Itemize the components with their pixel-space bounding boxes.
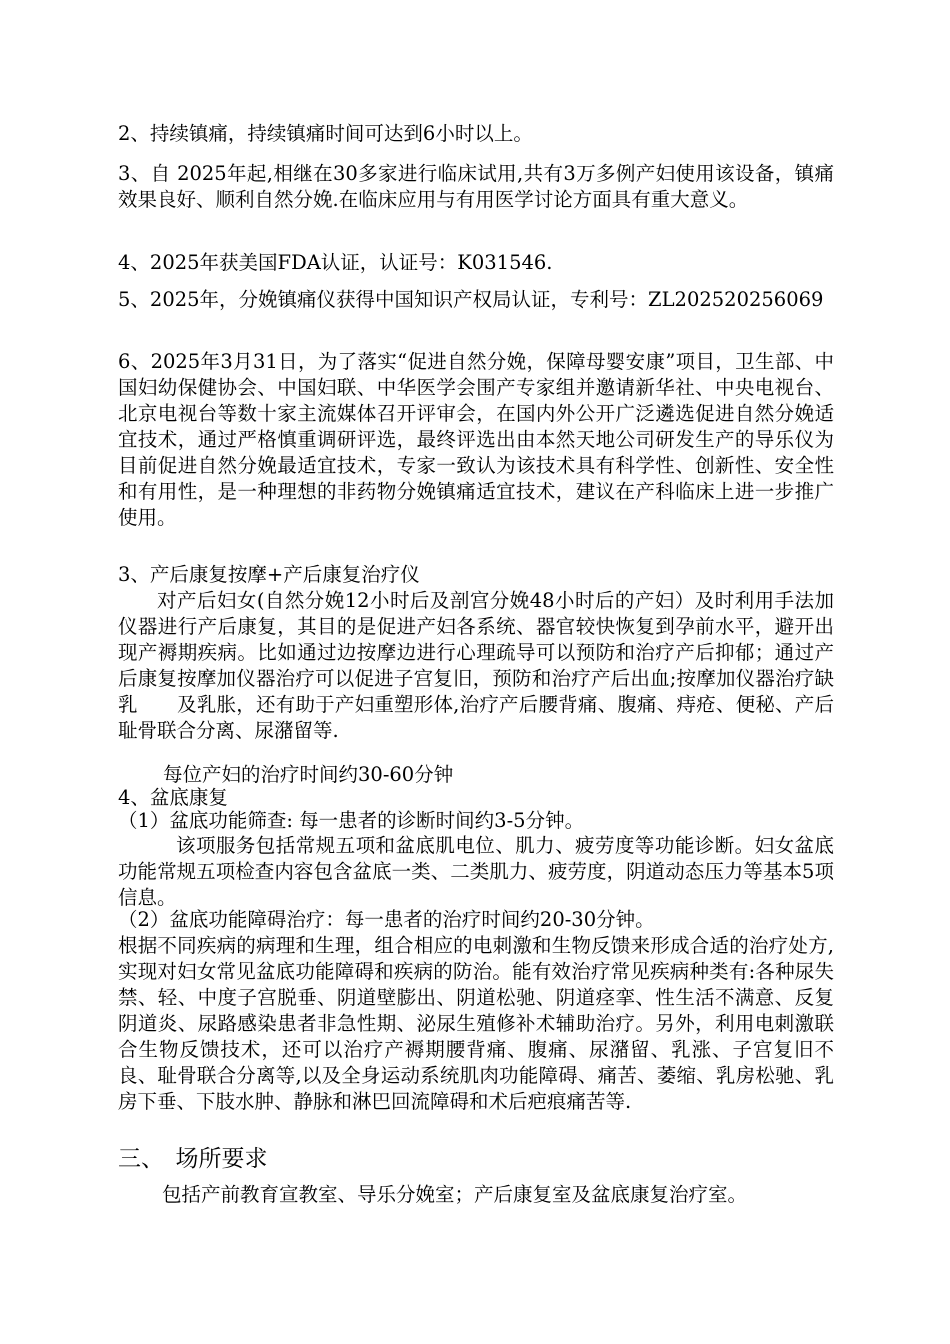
item-3-paragraph: 3、自 2025年起,相继在30多家进行临床试用,共有3万多例产妇使用该设备，镇痛效果良好、顺利自然分娩.在临床应用与有用医学讨论方面具有重大意义。 [118,162,834,211]
item-6-paragraph: 6、2025年3月31日，为了落实“促进自然分娩，保障母婴安康”项目，卫生部、中国妇幼保健协会、中国妇联、中华医学会围产专家组并邀请新华社、中央电视台、北京电视台等数十家主流媒体召开评审会，在国内外公开广泛遴选促进自然分娩适宜技术，通过严格慎重调研评选，最终评选出由本然天地公司研发生产的导乐仪为目前促进自然分娩最适宜技术，专家一致认为该技术具有科学性、创新性、安全性和有用性，是一种理想的非药物分娩镇痛适宜技术，建议在产科临床上进一步推广使用。 [118,350,834,529]
section-4-item-2: （2）盆底功能障碍治疗：每一患者的治疗时间约20-30分钟。 [118,908,655,931]
item-5-paragraph: 5、2025年，分娩镇痛仪获得中国知识产权局认证，专利号：ZL202520256069 [118,288,824,311]
chapter-3-title: 三、 场所要求 [118,1146,268,1172]
section-3-title: 3、产后康复按摩+产后康复治疗仪 [118,563,420,586]
chapter-3-body: 包括产前教育宣教室、导乐分娩室；产后康复室及盆底康复治疗室。 [162,1183,748,1206]
item-4-paragraph: 4、2025年获美国FDA认证，认证号：K031546. [118,251,553,274]
section-3-body: 对产后妇女(自然分娩12小时后及剖宫分娩48小时后的产妇）及时利用手法加仪器进行产后康复，其目的是促进产妇各系统、器官较快恢复到孕前水平，避开出现产褥期疾病。比如通过边按摩边进行心理疏导可以预防和治疗产后抑郁；通过产后康复按摩加仪器治疗可以促进子宫复旧，预防和治疗产后出血;按摩加仪器治疗缺乳 及乳胀，还有助于产妇重塑形体,治疗产后腰背痛、腹痛、痔疮、便秘、产后耻骨联合分离、尿潴留等. [118,589,834,742]
section-4-item-1: （1）盆底功能筛查: 每一患者的诊断时间约3-5分钟。 [118,809,585,832]
section-3-time: 每位产妇的治疗时间约30-60分钟 [163,763,454,786]
item-2-paragraph: 2、持续镇痛，持续镇痛时间可达到6小时以上。 [118,122,533,145]
section-4-title: 4、盆底康复 [118,786,228,809]
section-4-item-1-body: 该项服务包括常规五项和盆底肌电位、肌力、疲劳度等功能诊断。妇女盆底功能常规五项检查内容包含盆底一类、二类肌力、疲劳度，阴道动态压力等基本5项信息。 [118,834,834,909]
section-4-item-2-body: 根据不同疾病的病理和生理，组合相应的电刺激和生物反馈来形成合适的治疗处方,实现对妇女常见盆底功能障碍和疾病的防治。能有效治疗常见疾病种类有:各种尿失禁、轻、中度子宫脱垂、阴道壁膨出、阴道松驰、阴道痉挛、性生活不满意、反复阴道炎、尿路感染患者非急性期、泌尿生殖修补术辅助治疗。另外，利用电刺激联合生物反馈技术，还可以治疗产褥期腰背痛、腹痛、尿潴留、乳涨、子宫复旧不良、耻骨联合分离等,以及全身运动系统肌肉功能障碍、痛苦、萎缩、乳房松驰、乳房下垂、下肢水肿、静脉和淋巴回流障碍和术后疤痕痛苦等. [118,934,834,1113]
